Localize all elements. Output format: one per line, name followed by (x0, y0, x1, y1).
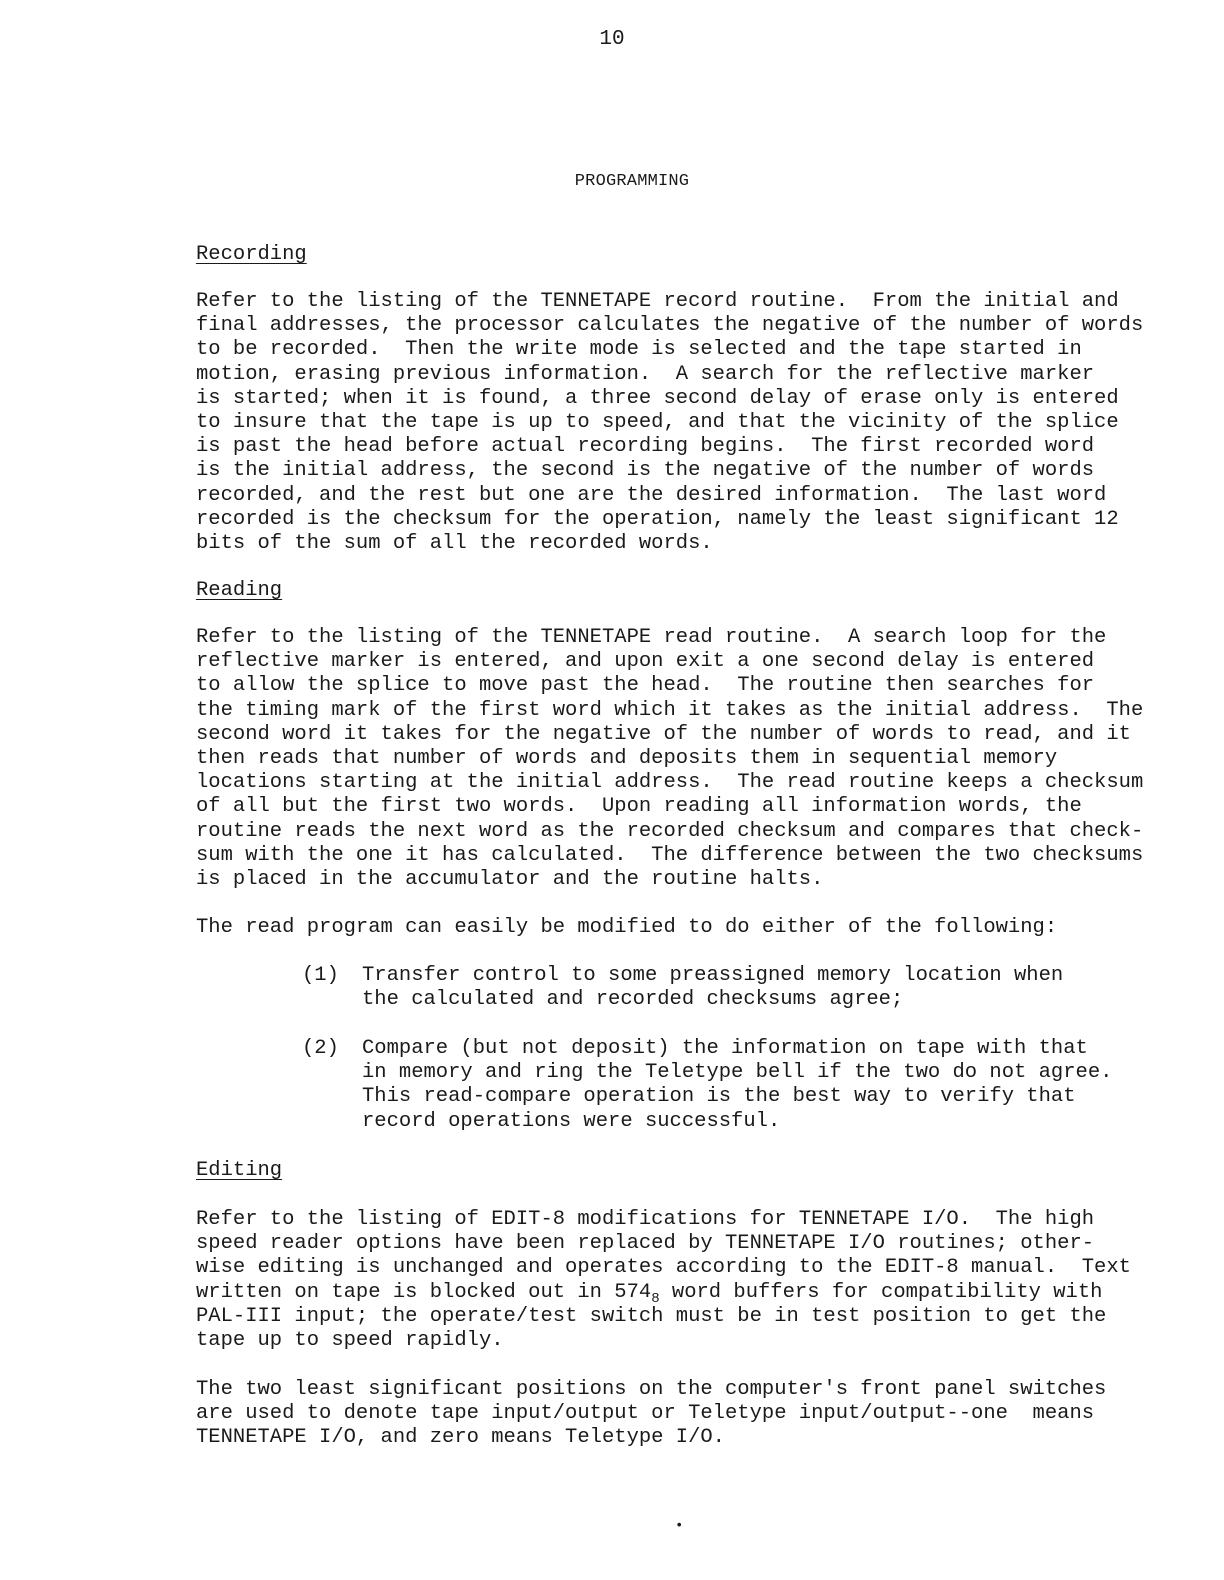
editing-text-part1: Refer to the listing of EDIT-8 modifications for TENNETAPE I/O. The high speed reader options have been replaced by TENNETAPE I/O routines; other- wise editing is unchanged and operates according to the EDIT-8 manual. Text written on tape is blocked out in 574 (196, 1208, 1131, 1304)
switches-paragraph: The two least significant positions on the computer's front panel switches are used to denote tape input/output or Teletype input/output--one means TENNETAPE I/O, and zero means Teletype I/O. (196, 1378, 1107, 1450)
list-item-text: Transfer control to some preassigned memory location when the calculated and recorded checksums agree; (362, 964, 1064, 1012)
page-title: PROGRAMMING (574, 172, 690, 191)
reading-paragraph: Refer to the listing of the TENNETAPE read routine. A search loop for the reflective marker is entered, and upon exit a one second delay is entered to allow the splice to move past the head. The routine then searches for the timing mark of the first word which it takes as the initial address. The second word it takes for the negative of the number of words to read, and it then reads that number of words and deposits them in sequential memory locations starting at the initial address. The read routine keeps a checksum of all but the first two words. Upon reading all information words, the routine reads the next word as the recorded checksum and compares that check- sum with the one it has calculated. The difference between the two checksums is placed in the accumulator and the routine halts. (196, 626, 1144, 892)
reading-heading: Reading (196, 579, 283, 602)
editing-text-part2: word buffers for compatibility with PAL-III input; the operate/test switch must be in test position to get the tape up to speed rapidly. (196, 1280, 1107, 1353)
octal-subscript: 8 (651, 1290, 660, 1307)
recording-heading: Recording (196, 243, 307, 266)
editing-paragraph (196, 1208, 1131, 1353)
editing-heading: Editing (196, 1159, 283, 1182)
list-item-text: Compare (but not deposit) the information on tape with that in memory and ring the Teletype bell if the two do not agree. This read-compare operation is the best way to verify that record operations were successful. (362, 1037, 1113, 1133)
list-item-number: (2) (302, 1037, 339, 1060)
modify-intro-paragraph: The read program can easily be modified to do either of the following: (196, 916, 1058, 939)
page-number: 10 (599, 28, 625, 51)
recording-paragraph: Refer to the listing of the TENNETAPE record routine. From the initial and final addresses, the processor calculates the negative of the number of words to be recorded. Then the write mode is selected and the tape started in motion, erasing previous information. A search for the reflective marker is started; when it is found, a three second delay of erase only is entered to insure that the tape is up to speed, and that the vicinity of the splice is past the head before actual recording begins. The first recorded word is the initial address, the second is the negative of the number of words recorded, and the rest but one are the desired information. The last word recorded is the checksum for the operation, namely the least significant 12 bits of the sum of all the recorded words. (196, 290, 1144, 556)
ink-mark: • (675, 1518, 684, 1534)
list-item-number: (1) (302, 964, 339, 987)
